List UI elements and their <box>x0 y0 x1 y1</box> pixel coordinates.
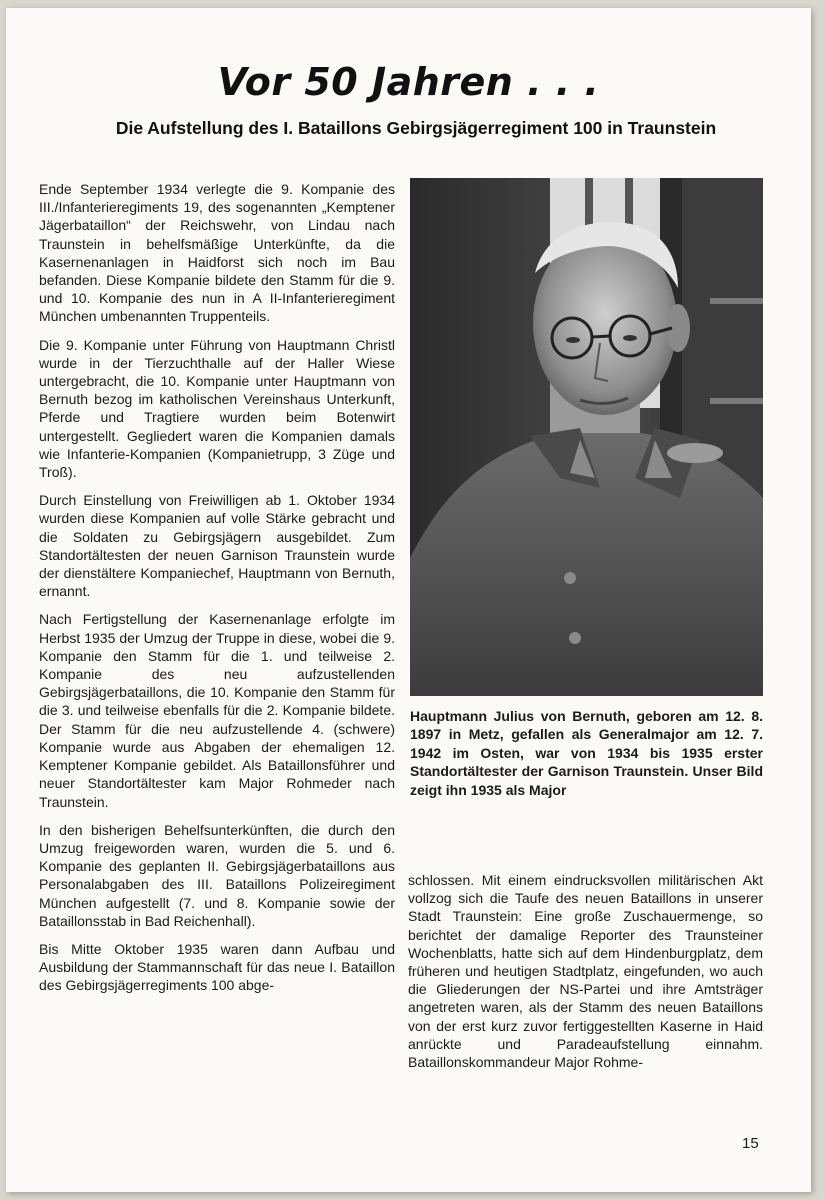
photo-caption: Hauptmann Julius von Bernuth, geboren am 12. 8. 1897 in Metz, gefallen als Generalmajor am 12. 7. 1942 im Osten, war von 1934 bis 1935 erster Standortältester der Garnison Traunstein. Unser Bild zeigt ihn 1935 als Major <box>410 708 763 798</box>
portrait-illustration <box>410 178 763 696</box>
paragraph: In den bisherigen Behelfsunterkünften, die durch den Umzug freigeworden waren, wurden die 5. und 6. Kompanie des geplanten II. Gebirgsjägerbataillons aus Personalabgaben des III. Bataillons Polizeiregiment München aufgestellt (7. und 8. Kompanie sowie der Bataillonsstab in Bad Reichenhall). <box>39 821 395 929</box>
paragraph: Ende September 1934 verlegte die 9. Kompanie des III./Infanterieregiments 19, des sogenannten „Kemptener Jägerbataillon“ der Reichswehr, von Lindau nach Traunstein in behelfsmäßige Unterkünfte, da die Kasernenanlagen in Haidforst sich noch im Bau befanden. Diese Kompanie bildete den Stamm für die 9. und 10. Kompanie des nun in A II-Infanterieregiment München umbenannten Truppenteils. <box>39 181 395 325</box>
paragraph: Die 9. Kompanie unter Führung von Hauptmann Christl wurde in der Tierzuchthalle auf der Haller Wiese untergebracht, die 10. Kompanie unter Hauptmann von Bernuth bezog im katholischen Vereinshaus Unterkunft, Pferde und Tragtiere wurden beim Botenwirt untergestellt. Gegliedert waren die Kompanien damals wie Infanterie-Kompanien (Kompanietrupp, 3 Züge und Troß). <box>39 336 395 481</box>
right-text-column <box>408 871 763 1081</box>
paragraph: Bis Mitte Oktober 1935 waren dann Aufbau und Ausbildung der Stammannschaft für das neue I. Bataillon des Gebirgsjägerregiments 100 abge- <box>39 940 395 994</box>
page-number: 15 <box>742 1135 759 1152</box>
article-subtitle: Die Aufstellung des I. Bataillons Gebirgsjägerregiment 100 in Traunstein <box>115 118 717 138</box>
paragraph: schlossen. Mit einem eindrucksvollen militärischen Akt vollzog sich die Taufe des neuen Bataillons in unserer Stadt Traunstein: Eine große Zuschauermenge, so berichtet der damalige Reporter des Traunsteiner Wochenblatts, hatte sich auf dem Hindenburgplatz, dem früheren und heutigen Stadtplatz, eingefunden, wo auch die Gliederungen der NS-Partei und ihre Amtsträger angetreten waren, als der Stamm des neuen Bataillons von der erst kurz zuvor fertiggestellten Kaserne in Haid anrückte und Paradeaufstellung einnahm. Bataillonskommandeur Major Rohme- <box>408 872 763 1071</box>
document-page <box>6 8 811 1192</box>
left-text-column <box>39 180 395 1005</box>
article-title: Vor 50 Jahren . . . <box>217 60 600 104</box>
paragraph: Nach Fertigstellung der Kasernenanlage erfolgte im Herbst 1935 der Umzug der Truppe in diese, wobei die 9. Kompanie den Stamm für die 1. und teilweise 2. Kompanie des neu aufzustellenden Gebirgsjägerbataillons, die 10. Kompanie den Stamm für die 3. und teilweise ebenfalls für die 2. Kompanie bildete. Der Stamm für die neu aufzustellende 4. (schwere) Kompanie wurde aus Abgaben der ehemaligen 12. Kemptener Kompanie gebildet. Als Bataillonsführer und neuer Standortältester kam Major Rohmeder nach Traunstein. <box>39 611 395 810</box>
portrait-photo <box>410 178 763 696</box>
paragraph: Durch Einstellung von Freiwilligen ab 1. Oktober 1934 wurden diese Kompanien auf volle Stärke gebracht und die Soldaten zu Gebirgsjägern ausgebildet. Zum Standortältesten der neuen Garnison Traunstein wurde der dienstältere Kompaniechef, Hauptmann von Bernuth, ernannt. <box>39 492 395 600</box>
